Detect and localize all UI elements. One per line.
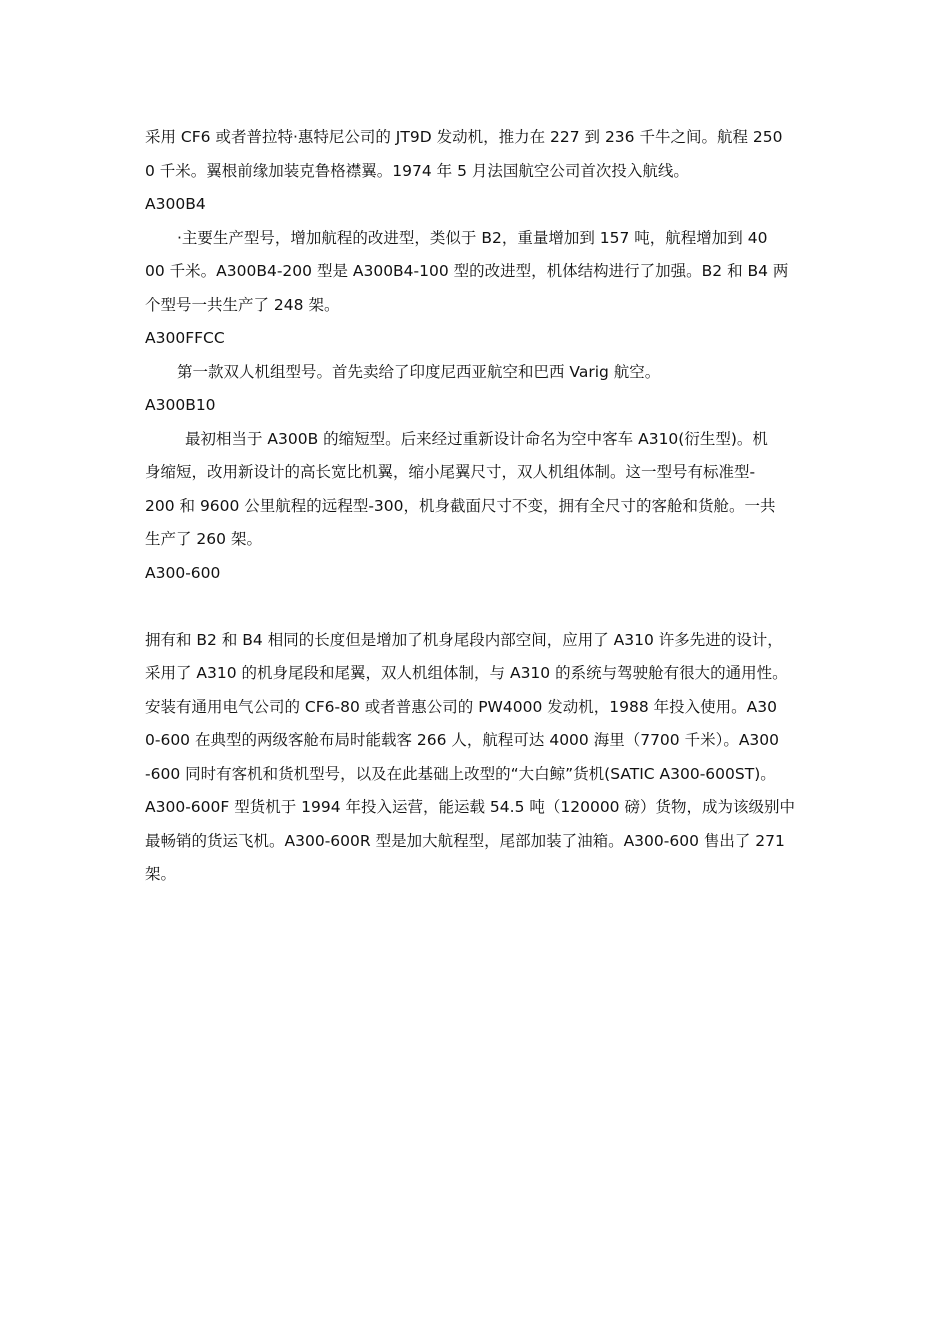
body-text-line: 第一款双人机组型号。首先卖给了印度尼西亚航空和巴西 Varig 航空。 [177,362,661,381]
body-text-line: 身缩短，改用新设计的高长宽比机翼，缩小尾翼尺寸，双人机组体制。这一型号有标准型- [145,463,756,481]
body-text-line: 00 千米。A300B4-200 型是 A300B4-100 型的改进型，机体结构进行了加强。B2 和 B4 两 [145,262,789,280]
body-text-line: 0-600 在典型的两级客舱布局时能载客 266 人，航程可达 4000 海里（7700 千米）。A300 [145,731,780,749]
body-text-line: 采用了 A310 的机身尾段和尾翼，双人机组体制，与 A310 的系统与驾驶舱有很大的通用性。 [145,664,788,682]
section-heading-a300ffcc: A300FFCC [145,329,225,347]
body-text-line: 架。 [145,865,177,883]
paragraph-spacer [145,597,813,631]
body-text-line: 生产了 260 架。 [145,530,262,548]
body-text-line: 个型号一共生产了 248 架。 [145,295,340,314]
document-body [145,128,813,899]
body-text-line: 拥有和 B2 和 B4 相同的长度但是增加了机身尾段内部空间，应用了 A310 许多先进的设计， [145,630,783,649]
body-text-line: 0 千米。翼根前缘加装克鲁格襟翼。1974 年 5 月法国航空公司首次投入航线。 [145,161,689,180]
body-text-line: -600 同时有客机和货机型号，以及在此基础上改型的“大白鲸”货机(SATIC A300-600ST)。 [145,764,776,783]
body-text-line: 采用 CF6 或者普拉特·惠特尼公司的 JT9D 发动机，推力在 227 到 236 千牛之间。航程 250 [145,128,783,146]
body-text-line: 安装有通用电气公司的 CF6-80 或者普惠公司的 PW4000 发动机，1988 年投入使用。A30 [145,697,777,716]
section-heading-a300b10: A300B10 [145,396,216,414]
body-text-line: ·主要生产型号，增加航程的改进型，类似于 B2，重量增加到 157 吨，航程增加到 40 [177,228,768,247]
body-text-line: 最初相当于 A300B 的缩短型。后来经过重新设计命名为空中客车 A310(衍生型)。机 [185,429,768,448]
body-text-line: A300-600F 型货机于 1994 年投入运营，能运载 54.5 吨（120000 磅）货物，成为该级别中 [145,798,795,816]
body-text-line: 最畅销的货运飞机。A300-600R 型是加大航程型，尾部加装了油箱。A300-600 售出了 271 [145,831,785,850]
section-heading-a300b4: A300B4 [145,195,206,213]
body-text-line: 200 和 9600 公里航程的远程型-300，机身截面尺寸不变，拥有全尺寸的客舱和货舱。一共 [145,496,776,515]
section-heading-a300-600: A300-600 [145,563,221,582]
